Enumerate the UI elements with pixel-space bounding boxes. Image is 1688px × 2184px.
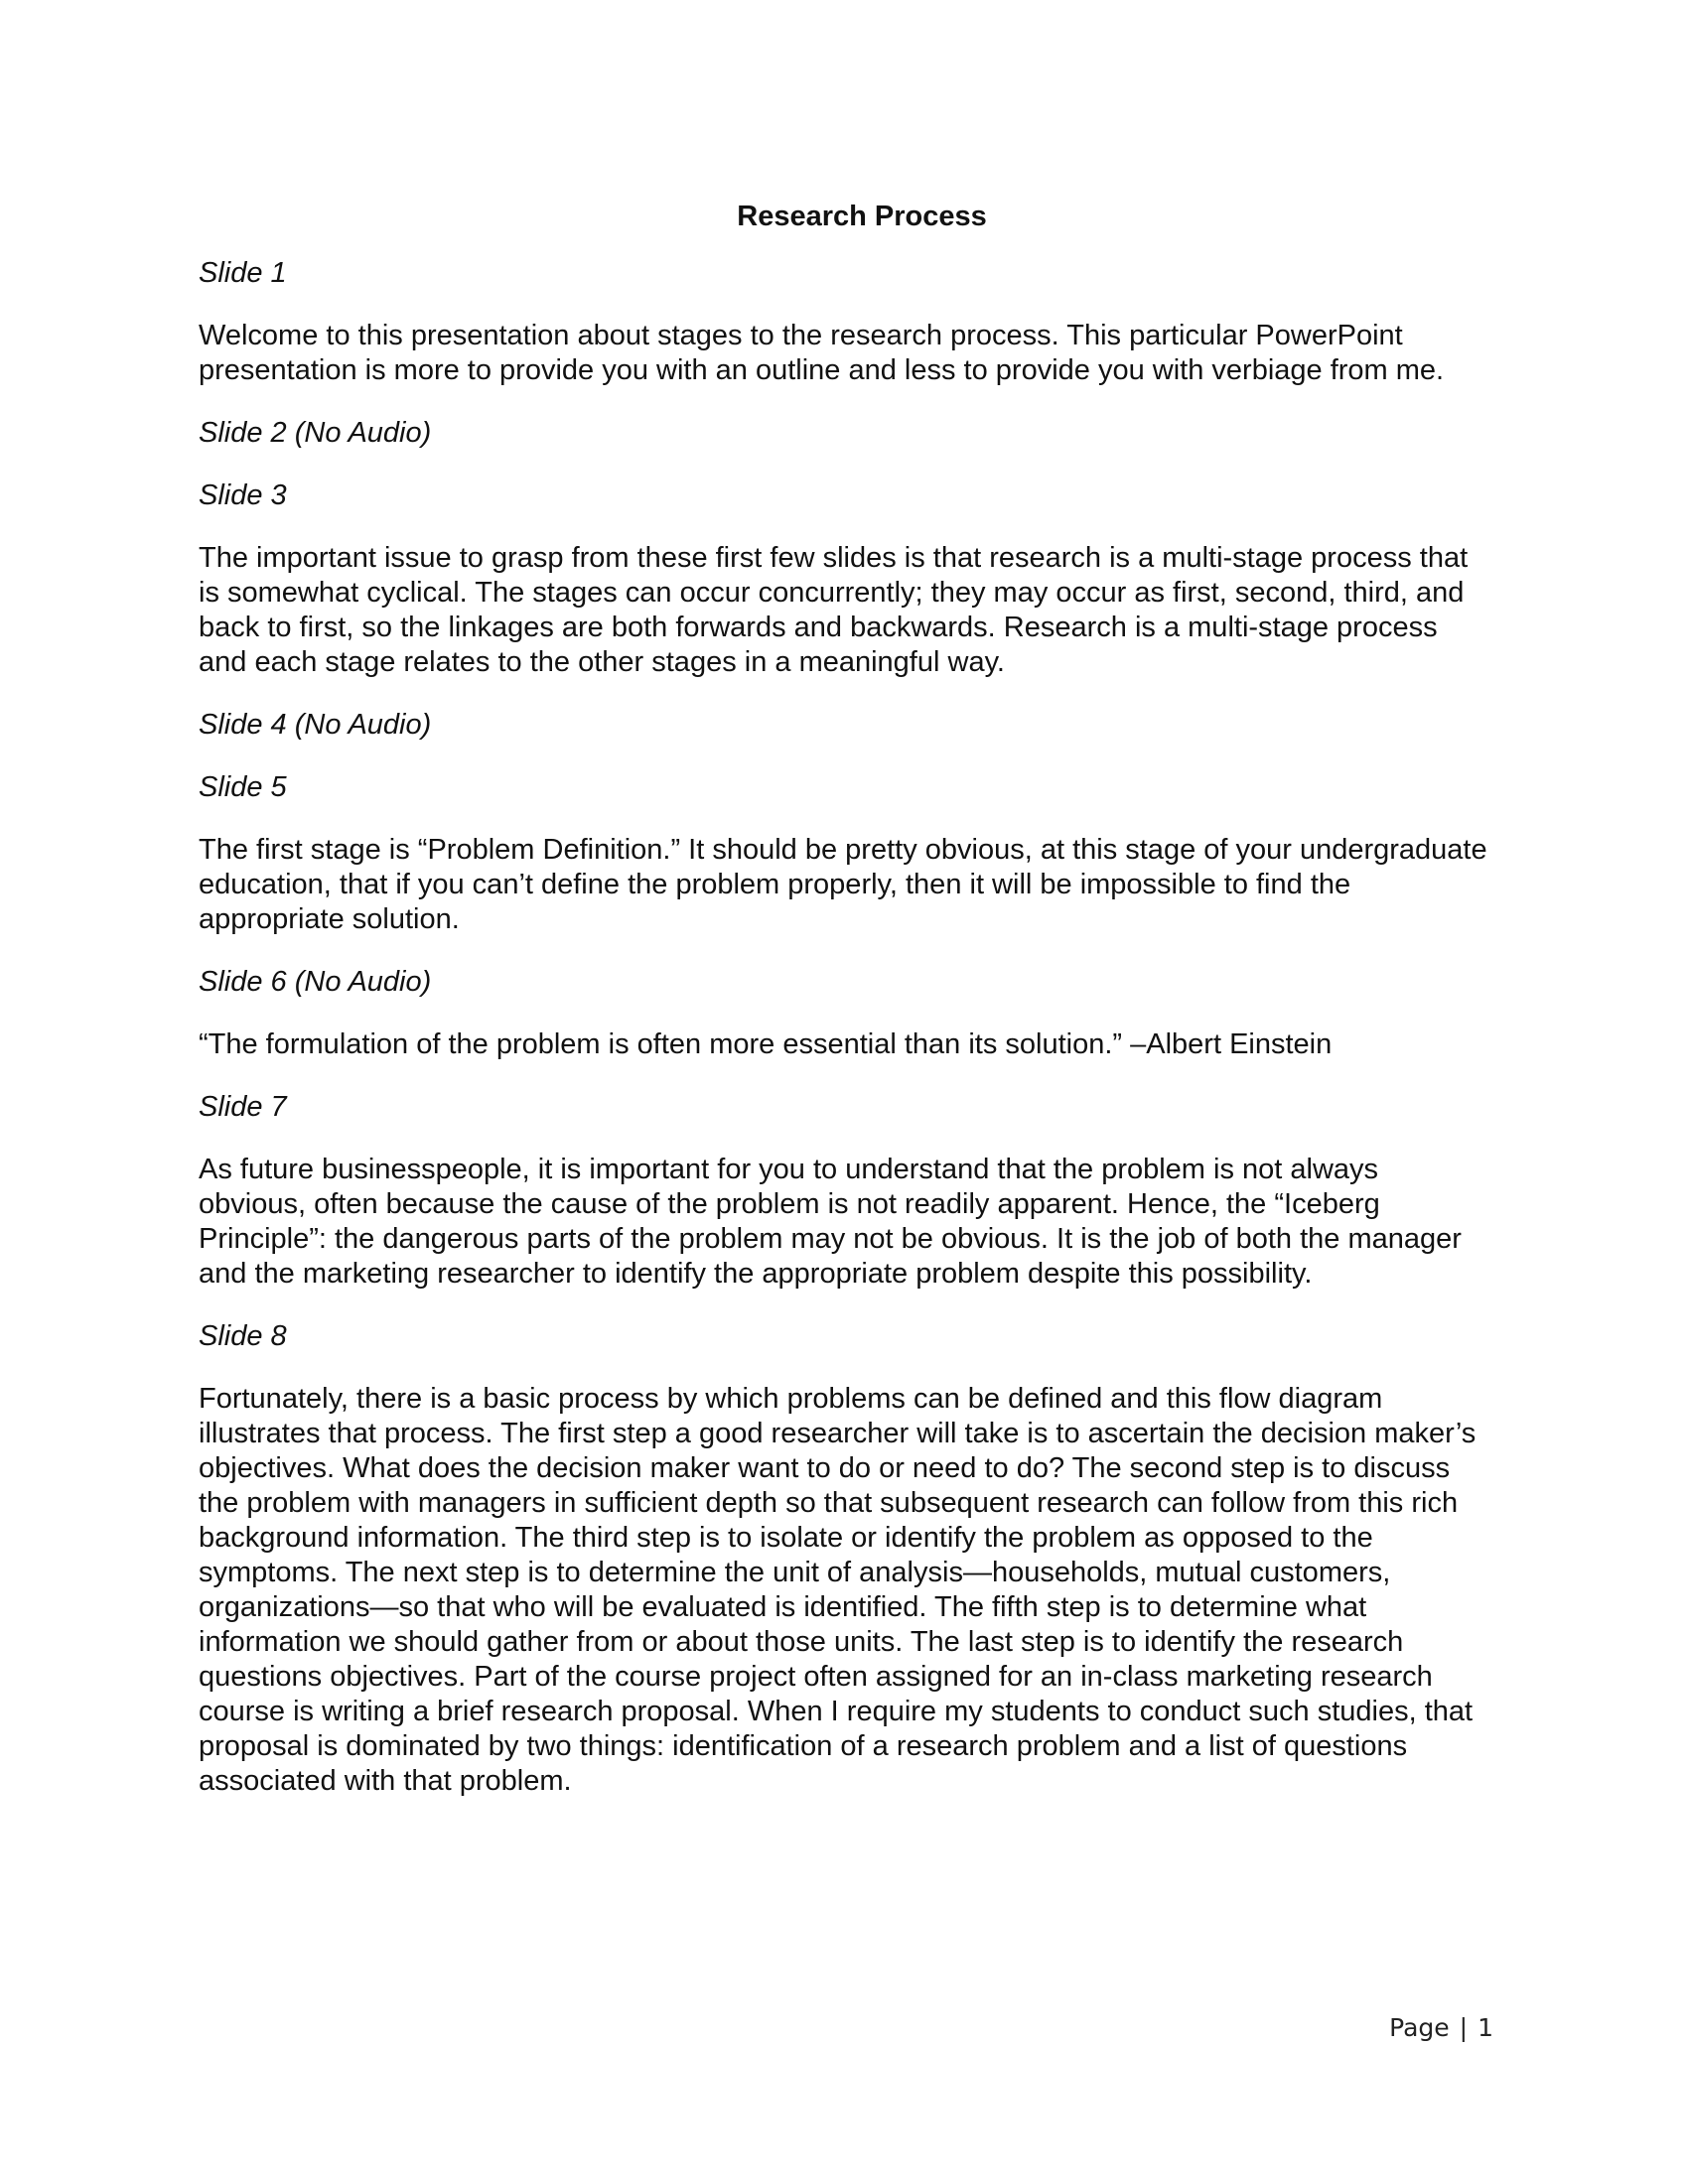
page-label: Page — [1389, 2013, 1450, 2042]
slide-7-label: Slide 7 — [199, 1091, 287, 1123]
slide-3-paragraph: The important issue to grasp from these first few slides is that research is a multi-stage process that is somewhat cyclical. The stages can occur concurrently; they may occur as first, second, third, and back to first, so the linkages are both forwards and backwards. Research is a multi-stage process and each stage relates to the other stages in a meaningful way. — [199, 542, 1469, 678]
document-body — [199, 197, 1489, 1827]
document-title: Research Process — [737, 201, 987, 232]
einstein-quote: “The formulation of the problem is often more essential than its solution.” –Albert Einstein — [199, 1028, 1333, 1060]
slide-8-paragraph: Fortunately, there is a basic process by which problems can be defined and this flow diagram illustrates that process. The first step a good researcher will take is to ascertain the decision maker’s objectives. What does the decision maker want to do or need to do? The second step is to discuss the problem with managers in sufficient depth so that subsequent research can follow from this rich background information. The third step is to isolate or identify the problem as opposed to the symptoms. The next step is to determine the unit of analysis—households, mutual customers, organizations—so that who will be evaluated is identified. The fifth step is to determine what information we should gather from or about those units. The last step is to identify the research questions objectives. Part of the course project often assigned for an in-class marketing research course is writing a brief research proposal. When I require my students to conduct such studies, that proposal is dominated by two things: identification of a research problem and a list of questions associated with that problem. — [199, 1383, 1477, 1797]
slide-1-label: Slide 1 — [199, 257, 287, 289]
page-footer — [1389, 2013, 1493, 2042]
slide-5-label: Slide 5 — [199, 771, 287, 803]
slide-1-paragraph: Welcome to this presentation about stages to the research process. This particular PowerPoint presentation is more to provide you with an outline and less to provide you with verbiage from me. — [199, 320, 1445, 386]
page-separator: | — [1459, 2013, 1469, 2042]
slide-6-label: Slide 6 (No Audio) — [199, 966, 432, 998]
slide-5-paragraph: The first stage is “Problem Definition.” It should be pretty obvious, at this stage of your undergraduate education, that if you can’t define the problem properly, then it will be impossible to find the appropriate solution. — [199, 834, 1487, 935]
slide-3-label: Slide 3 — [199, 479, 287, 511]
page-number: 1 — [1477, 2013, 1493, 2042]
slide-7-paragraph: As future businesspeople, it is important for you to understand that the problem is not always obvious, often because the cause of the problem is not readily apparent. Hence, the “Iceberg Principle”: the dangerous parts of the problem may not be obvious. It is the job of both the manager and the marketing researcher to identify the appropriate problem despite this possibility. — [199, 1154, 1462, 1290]
slide-8-label: Slide 8 — [199, 1320, 287, 1352]
slide-2-label: Slide 2 (No Audio) — [199, 417, 432, 449]
slide-4-label: Slide 4 (No Audio) — [199, 709, 432, 741]
